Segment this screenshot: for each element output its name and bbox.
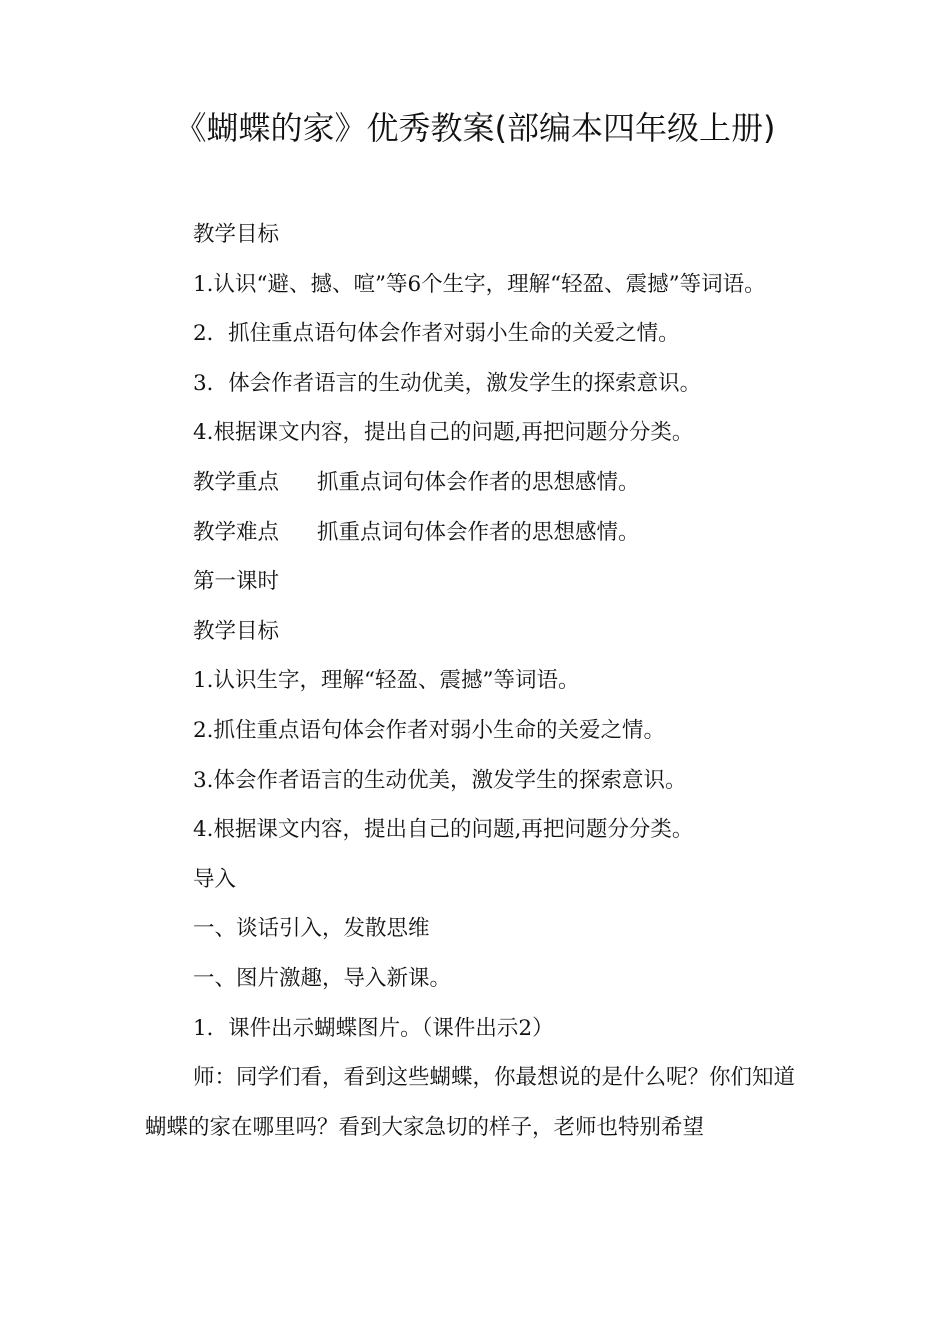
paragraph-goal-3: 3．体会作者语言的生动优美，激发学生的探索意识。 xyxy=(193,370,702,396)
paragraph-section-1b: 一、图片激趣，导入新课。 xyxy=(193,965,452,991)
paragraph-first-lesson: 第一课时 xyxy=(193,569,280,595)
document-title: 《蝴蝶的家》优秀教案(部编本四年级上册) xyxy=(174,109,776,147)
paragraph-goal-2: 2．抓住重点语句体会作者对弱小生命的关爱之情。 xyxy=(193,321,680,347)
key-point-label: 教学重点 xyxy=(193,469,280,495)
paragraph-step-1: 1．课件出示蝴蝶图片。（课件出示2） xyxy=(193,1015,554,1041)
paragraph-teacher-speech: 师：同学们看，看到这些蝴蝶，你最想说的是什么呢？你们知道蝴蝶的家在哪里吗？看到大家急切的样子，老师也特别希望 xyxy=(145,1065,796,1140)
paragraph-difficult-point xyxy=(145,508,810,558)
paragraph-lesson-goal-1: 1.认识生字，理解“轻盈、震撼”等词语。 xyxy=(193,668,580,694)
paragraph-lesson-goal-2: 2.抓住重点语句体会作者对弱小生命的关爱之情。 xyxy=(193,717,666,743)
paragraph-goal-1: 1.认识“避、撼、喧”等6个生字，理解“轻盈、震撼”等词语。 xyxy=(193,271,766,297)
document-body xyxy=(145,210,810,1152)
paragraph-lesson-goal-3: 3.体会作者语言的生动优美，激发学生的探索意识。 xyxy=(193,767,687,793)
paragraph-key-point xyxy=(145,458,810,508)
paragraph-lesson-goals-heading: 教学目标 xyxy=(193,618,280,644)
difficult-point-label: 教学难点 xyxy=(193,519,280,545)
difficult-point-text: 抓重点词句体会作者的思想感情。 xyxy=(317,519,640,545)
paragraph-goal-4: 4.根据课文内容，提出自己的问题,再把问题分分类。 xyxy=(193,420,694,446)
paragraph-lesson-goal-4: 4.根据课文内容，提出自己的问题,再把问题分分类。 xyxy=(193,817,694,843)
paragraph-teaching-goals-heading: 教学目标 xyxy=(193,222,280,247)
paragraph-section-1: 一、谈话引入，发散思维 xyxy=(193,916,430,942)
paragraph-introduction: 导入 xyxy=(193,866,237,892)
key-point-text: 抓重点词句体会作者的思想感情。 xyxy=(317,469,640,495)
